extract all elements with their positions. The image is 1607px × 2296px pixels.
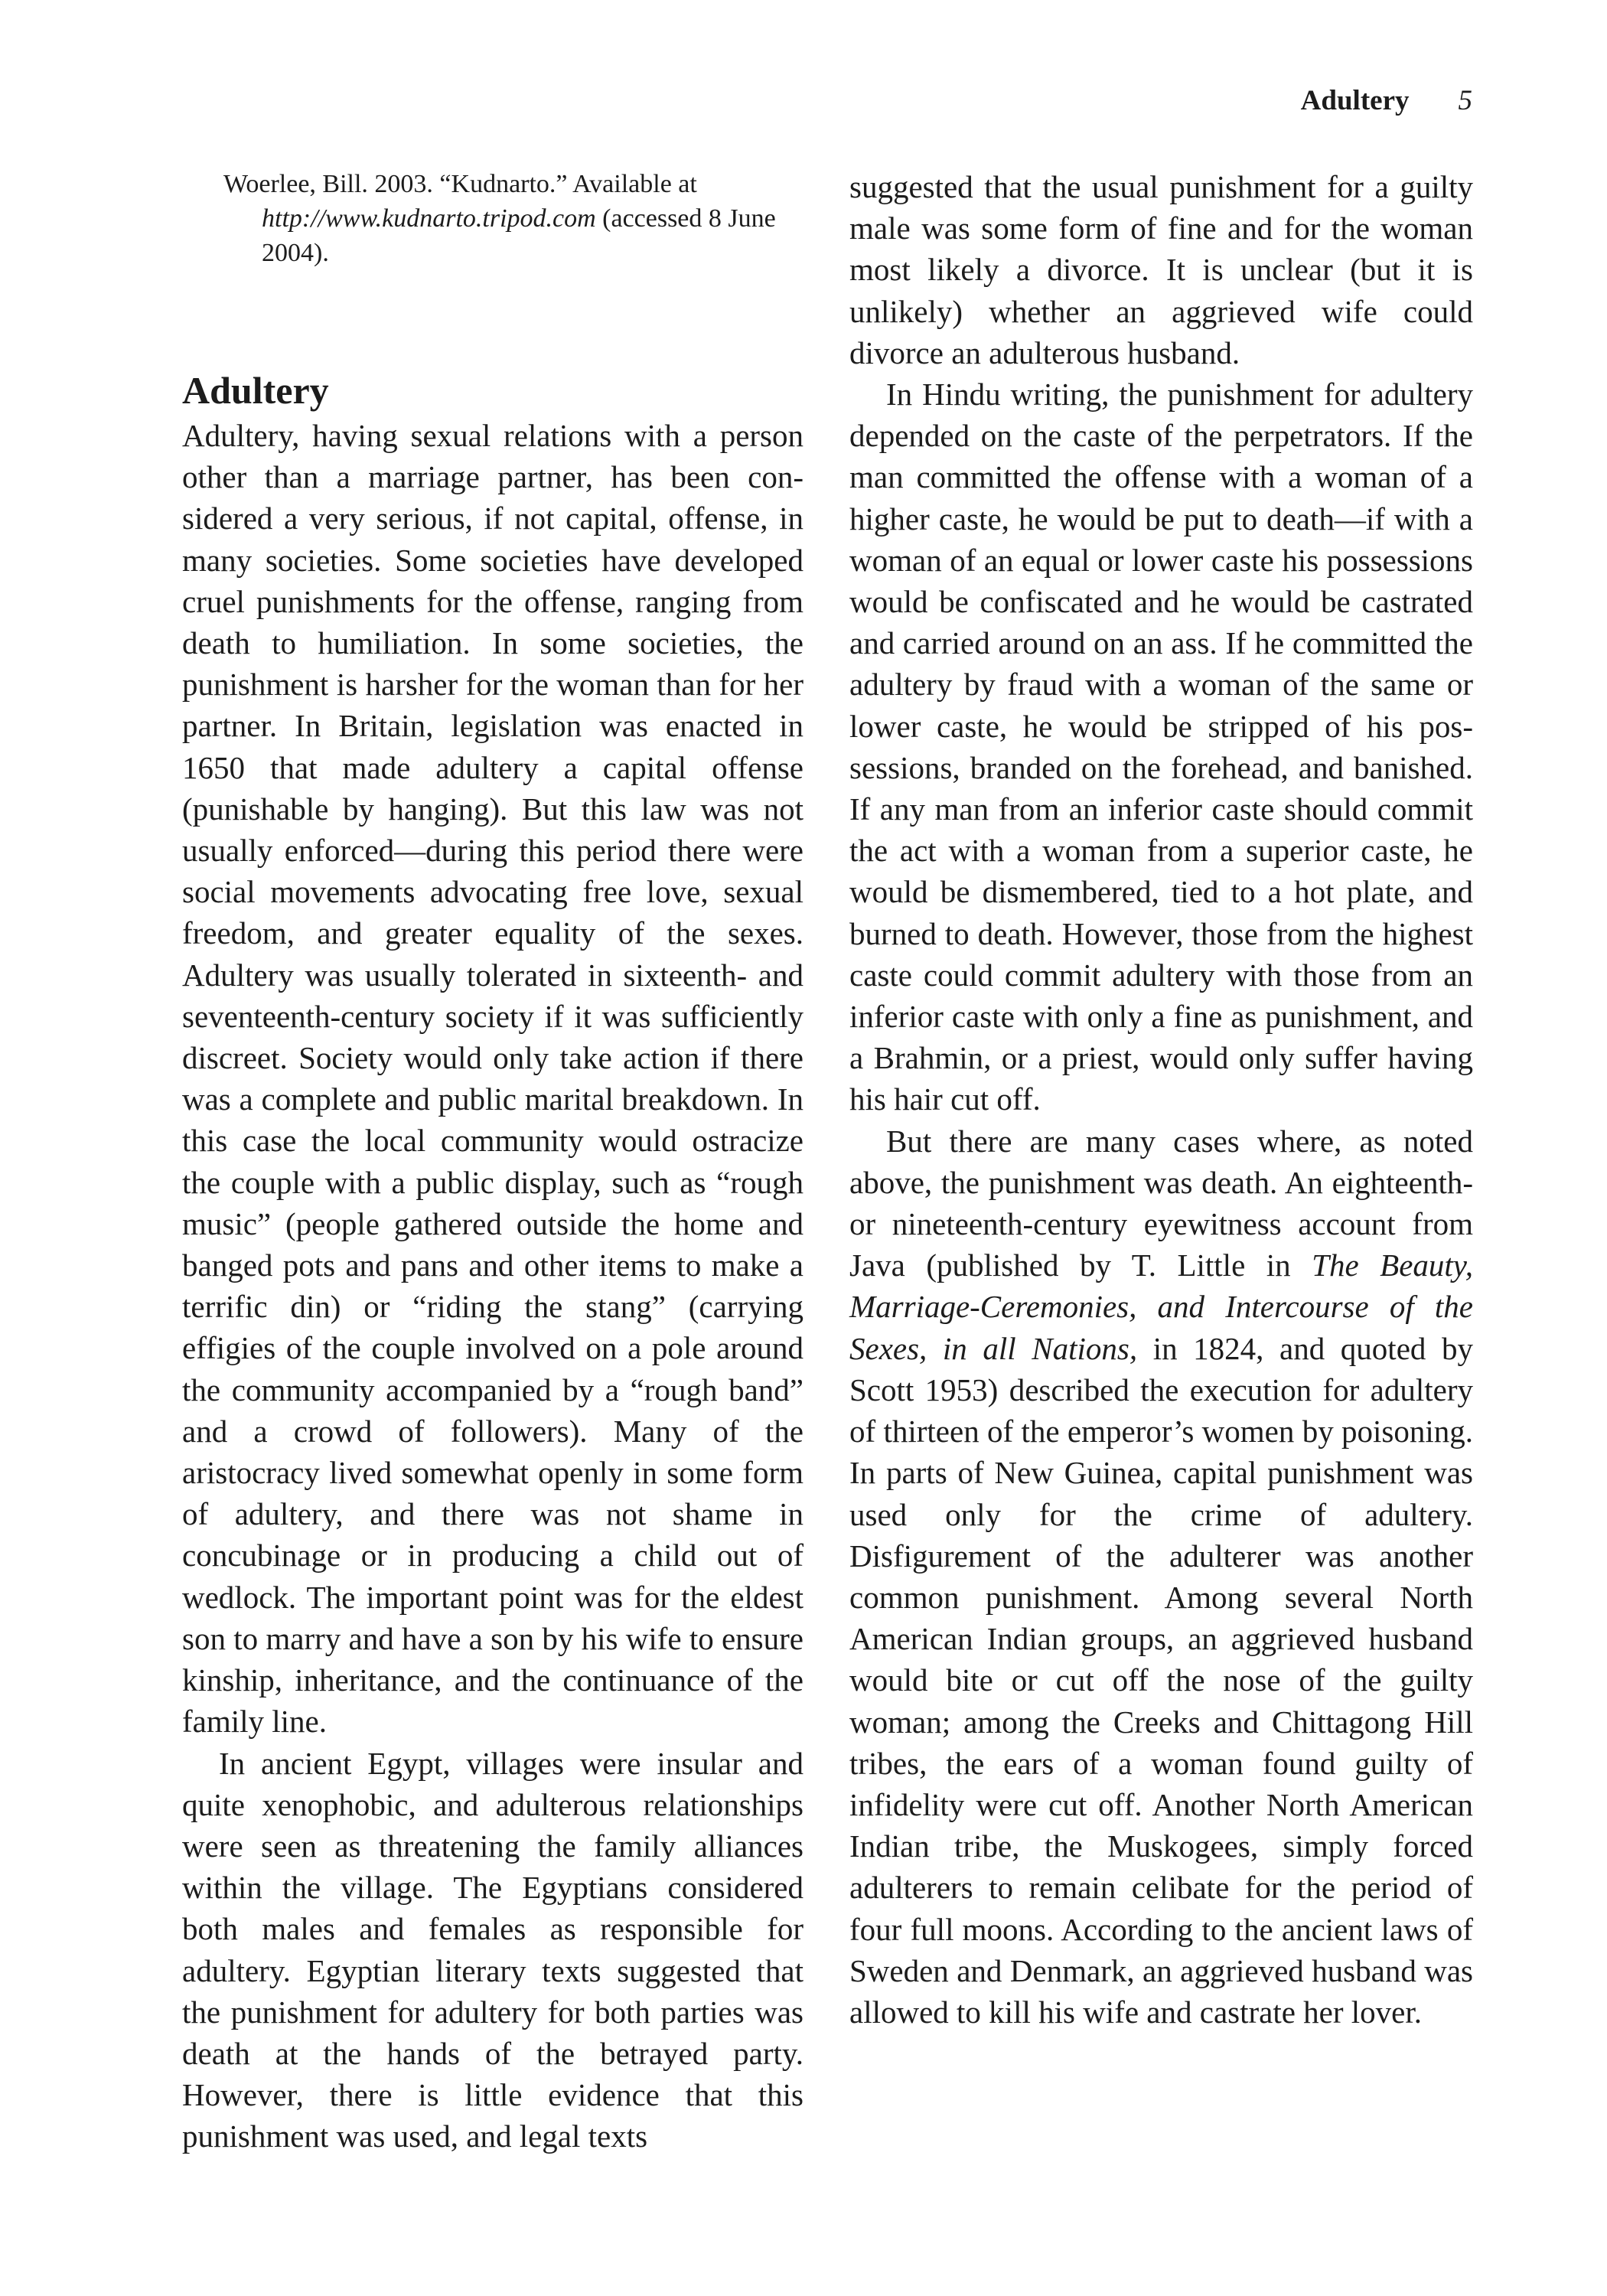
running-head-title: Adultery: [1300, 85, 1410, 116]
left-column: [182, 415, 804, 2157]
section-title: Adultery: [182, 369, 329, 412]
reference-url: http://www.kudnarto.tripod.com: [262, 204, 596, 233]
paragraph-egypt-continued: suggested that the usual punishment for a guilty male was some form of fine and for the woman most likely a divorce. It is unclear (but it is unlikely) whether an aggrieved wife could divorce an adulterous husband.: [849, 169, 1473, 370]
paragraph-egypt: In ancient Egypt, villages were insular and quite xenophobic, and adulterous relationships were seen as threatening the family alliances within the village. The Egyptians considered both males and females as responsible for adultery. Egyptian literary texts suggested that the punishment for adultery for both parties was death at the hands of the betrayed party. However, there is little evidence that this punishment was used, and legal texts: [182, 1745, 804, 2154]
bibliography-entry: [223, 167, 828, 270]
paragraph-text-continued: in 1824, and quoted by Scott 1953) described the execution for adultery of thirteen of the emperor’s women by poisoning. In parts of New Guinea, capital punishment was used only for the crime of adultery. Disfigurement of the adulterer was another common punishment. Among several North American Indian groups, an aggrieved husband would bite or cut off the nose of the guilty woman; among the Creeks and Chittagong Hill tribes, the ears of a woman found guilty of infidelity were cut off. Another North American Indian tribe, the Muskogees, simply forced adulterers to remain celibate for the period of four full moons. According to the ancient laws of Sweden and Denmark, an aggrieved husband was allowed to kill his wife and castrate her lover.: [849, 1330, 1473, 2030]
paragraph-text: But there are many cases where, as noted above, the punishment was death. An eighteenth- or nineteenth-century eyewitness account from Java (published by T. Little in: [849, 1123, 1473, 1283]
right-column: [849, 166, 1473, 2033]
paragraph-hindu: In Hindu writing, the punishment for adultery depended on the caste of the perpetrators. If the man committed the offense with a woman of a higher caste, he would be put to death—if with a woman of an equal or lower caste his possessions would be confiscated and he would be castrated and carried around on an ass. If he committed the adultery by fraud with a woman of the same or lower caste, he would be stripped of his possessions, branded on the forehead, and banished. If any man from an inferior caste should commit the act with a woman from a superior caste, he would be dismembered, tied to a hot plate, and burned to death. However, those from the highest caste could commit adultery with those from an inferior caste with only a fine as punishment, and a Brahmin, or a priest, would only suffer having his hair cut off.: [849, 377, 1473, 1117]
running-head: [1301, 83, 1472, 119]
reference-access-date: (accessed 8 June 2004).: [262, 204, 776, 267]
page-number: 5: [1458, 85, 1472, 116]
reference-text: Woerlee, Bill. 2003. “Kudnarto.” Available at: [223, 170, 697, 198]
paragraph-death-punishment: [849, 1120, 1473, 2033]
book-title: The Beauty, Marriage-Ceremonies, and Intercourse of the Sexes, in all Nations,: [849, 1247, 1473, 1366]
paragraph-definition: Adultery, having sexual relations with a person other than a marriage partner, has been considered a very serious, if not capital, offense, in many societies. Some societies have developed cruel punishments for the offense, ranging from death to humiliation. In some societies, the punishment is harsher for the woman than for her partner. In Britain, legislation was enacted in 1650 that made adultery a capital offense (punishable by hanging). But this law was not usually enforced—during this period there were social movements advocating free love, sexual freedom, and greater equality of the sexes. Adultery was usually tolerated in sixteenth- and seventeenth-century society if it was sufficiently discreet. Society would only take action if there was a complete and public marital breakdown. In this case the local community would ostracize the couple with a public display, such as “rough music” (people gathered outside the home and banged pots and pans and other items to make a terrific din) or “riding the stang” (carrying effigies of the couple involved on a pole around the community accompanied by a “rough band” and a crowd of followers). Many of the aristocracy lived somewhat openly in some form of adultery, and there was not shame in concubinage or in producing a child out of wedlock. The important point was for the eldest son to marry and have a son by his wife to ensure kinship, inheritance, and the continuance of the family line.: [182, 418, 804, 1740]
